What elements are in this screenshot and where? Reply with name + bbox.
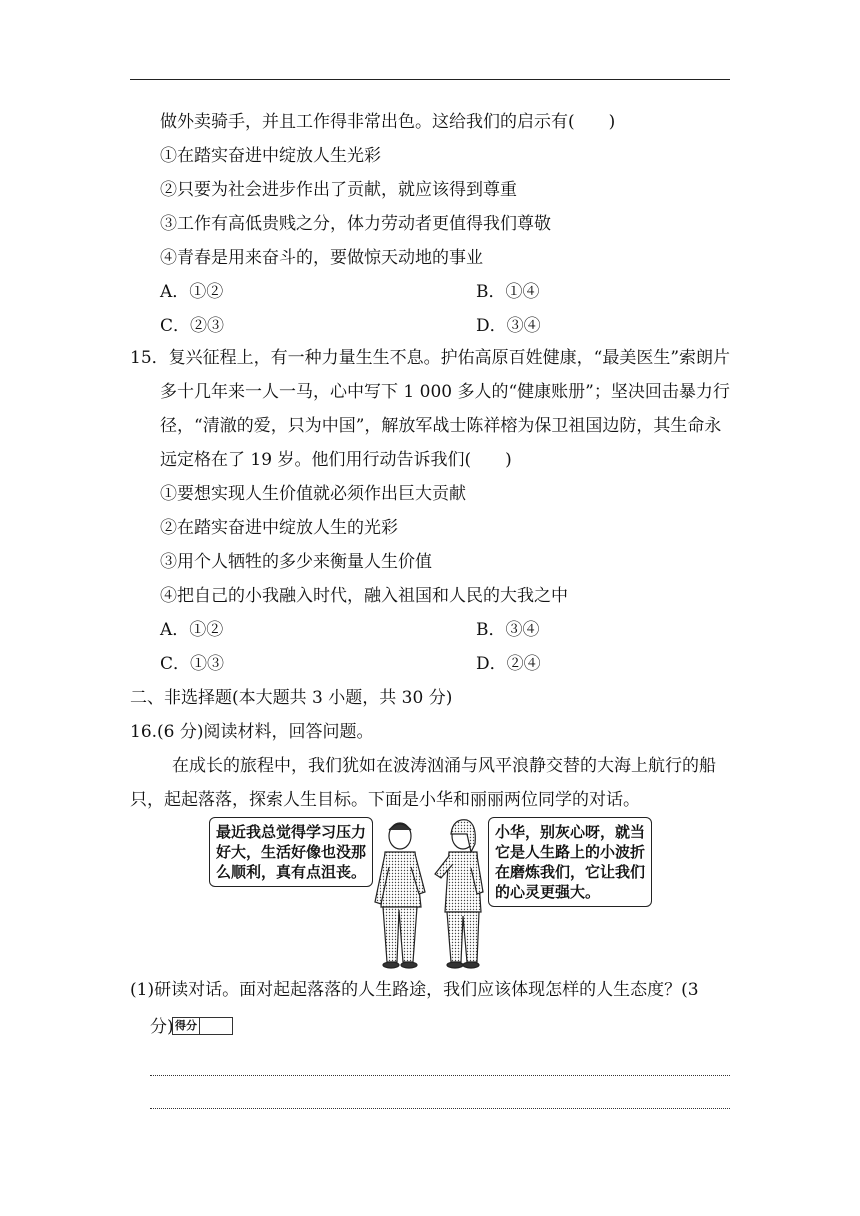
answer-line-2[interactable] [150, 1108, 730, 1109]
q15-item-4: ④把自己的小我融入时代，融入祖国和人民的大我之中 [160, 586, 568, 606]
header-rule [130, 79, 730, 80]
q15-option-d[interactable]: D．②④ [476, 654, 541, 674]
q15-option-b[interactable]: B．③④ [476, 620, 540, 640]
speech-bubble-right [488, 817, 652, 907]
q15-item-1: ①要想实现人生价值就必须作出巨大贡献 [160, 484, 466, 504]
q15-option-c[interactable]: C．①③ [160, 654, 225, 674]
material-line-2: 只，起起落落，探索人生目标。下面是小华和丽丽两位同学的对话。 [130, 790, 640, 810]
q16-sub1-line-1: (1)研读对话。面对起起落落的人生路途，我们应该体现怎样的人生态度？(3 [130, 980, 699, 1000]
q14-stem: 做外卖骑手，并且工作得非常出色。这给我们的启示有( ) [160, 112, 616, 132]
bubble-right-line-3: 在磨炼我们，它让我们 [495, 863, 646, 881]
q14-item-2: ②只要为社会进步作出了贡献，就应该得到尊重 [160, 180, 517, 200]
q14-item-4: ④青春是用来奋斗的，要做惊天动地的事业 [160, 248, 483, 268]
q15-item-3: ③用个人牺牲的多少来衡量人生价值 [160, 552, 432, 572]
speech-bubble-left [209, 817, 373, 887]
q16-sub1-line-2: 分) [150, 1017, 174, 1037]
q15-stem-line-2: 多十几年来一人一马，心中写下 1 000 多人的“健康账册”；坚决回击暴力行 [160, 382, 730, 402]
section-heading: 二、非选择题(本大题共 3 小题，共 30 分) [130, 688, 453, 708]
bubble-left-line-1: 最近我总觉得学习压力 [216, 823, 367, 841]
q15-option-a[interactable]: A．①② [160, 620, 224, 640]
q15-stem-line-1: 15．复兴征程上，有一种力量生生不息。护佑高原百姓健康，“最美医生”索朗片 [130, 348, 731, 368]
q14-option-d[interactable]: D．③④ [476, 316, 541, 336]
q14-option-b[interactable]: B．①④ [476, 282, 540, 302]
q14-item-1: ①在踏实奋进中绽放人生光彩 [160, 146, 381, 166]
material-line-1: 在成长的旅程中，我们犹如在波涛汹涌与风平浪静交替的大海上航行的船 [172, 756, 716, 776]
boy-figure [375, 823, 425, 968]
bubble-right-line-1: 小华，别灰心呀，就当 [495, 823, 646, 841]
q14-option-c[interactable]: C．②③ [160, 316, 225, 336]
q15-stem-line-4: 远定格在了 19 岁。他们用行动告诉我们( ) [160, 450, 512, 470]
q15-stem-line-3: 径，“清澈的爱，只为中国”，解放军战士陈祥榕为保卫祖国边防，其生命永 [160, 416, 722, 436]
bubble-right-line-2: 它是人生路上的小波折 [495, 843, 646, 861]
answer-line-1[interactable] [150, 1075, 730, 1076]
bubble-right-line-4: 的心灵更强大。 [495, 883, 601, 901]
q14-option-a[interactable]: A．①② [160, 282, 224, 302]
bubble-left-line-3: 么顺利，真有点沮丧。 [216, 863, 367, 881]
q14-item-3: ③工作有高低贵贱之分，体力劳动者更值得我们尊敬 [160, 214, 551, 234]
q15-item-2: ②在踏实奋进中绽放人生的光彩 [160, 518, 398, 538]
girl-figure [435, 820, 483, 968]
bubble-left-line-2: 好大，生活好像也没那 [216, 843, 367, 861]
score-field[interactable] [199, 1018, 232, 1034]
q16-heading: 16.(6 分)阅读材料，回答问题。 [130, 722, 374, 742]
score-label: 得分 [175, 1019, 197, 1032]
score-box [172, 1017, 233, 1035]
